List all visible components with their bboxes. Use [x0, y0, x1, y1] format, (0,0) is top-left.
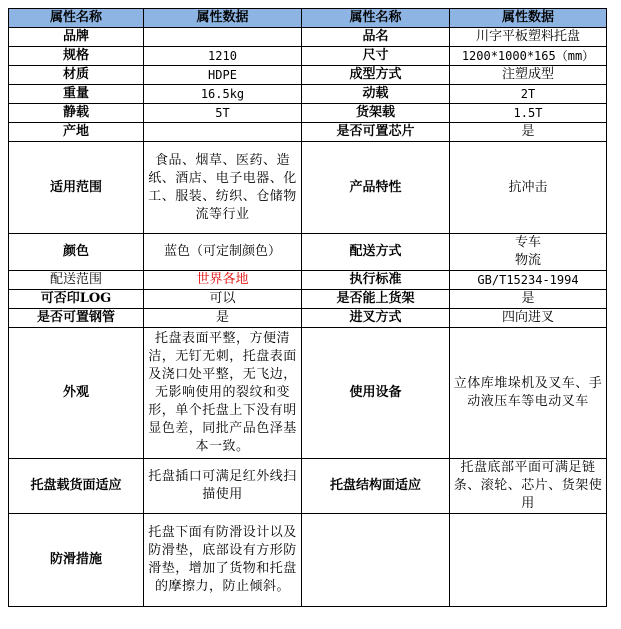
fork-entry-value: 四向进叉 — [450, 309, 607, 328]
static-load-value: 5T — [144, 104, 302, 123]
dynamic-load-label: 动载 — [302, 85, 450, 104]
appearance-value: 托盘表面平整，方便清洁，无钉无刺，托盘表面及浇口处平整，无飞边，无影响使用的裂纹和变形，单个托盘上下没有明显色差，同批产品色泽基本一致。 — [144, 328, 302, 459]
table-row — [9, 28, 607, 47]
product-name-label: 品名 — [302, 28, 450, 47]
spec-label: 规格 — [9, 47, 144, 66]
scope-label: 适用范围 — [9, 142, 144, 234]
empty-cell — [450, 514, 607, 607]
rack-use-value: 是 — [450, 290, 607, 309]
cargo-surface-label: 托盘载货面适应 — [9, 459, 144, 514]
header-attr-data-2: 属性数据 — [450, 9, 607, 28]
fork-entry-label: 进叉方式 — [302, 309, 450, 328]
delivery-method-line-1: 专车 — [514, 235, 541, 250]
forming-value: 注塑成型 — [450, 66, 607, 85]
table-row — [9, 309, 607, 328]
structure-surface-label: 托盘结构面适应 — [302, 459, 450, 514]
rack-load-value: 1.5T — [450, 104, 607, 123]
core-option-value: 是 — [450, 123, 607, 142]
table-row — [9, 290, 607, 309]
table-row — [9, 47, 607, 66]
table-row — [9, 123, 607, 142]
table-row — [9, 85, 607, 104]
standard-label: 执行标准 — [302, 271, 450, 290]
cargo-surface-value: 托盘插口可满足红外线扫描使用 — [144, 459, 302, 514]
size-value: 1200*1000*165（mm） — [450, 47, 607, 66]
rack-use-label: 是否能上货架 — [302, 290, 450, 309]
delivery-range-value: 世界各地 — [144, 271, 302, 290]
scope-value: 食品、烟草、医药、造纸、酒店、电子电器、化工、服装、纺织、仓储物流等行业 — [144, 142, 302, 234]
core-option-label: 是否可置芯片 — [302, 123, 450, 142]
static-load-label: 静载 — [9, 104, 144, 123]
standard-value: GB/T15234-1994 — [450, 271, 607, 290]
origin-value — [144, 123, 302, 142]
table-header-row — [9, 9, 607, 28]
material-value: HDPE — [144, 66, 302, 85]
antislip-label: 防滑措施 — [9, 514, 144, 607]
spec-table — [8, 8, 607, 607]
origin-label: 产地 — [9, 123, 144, 142]
logo-print-label: 可否印LOG — [9, 290, 144, 309]
delivery-method-label: 配送方式 — [302, 234, 450, 271]
table-row — [9, 514, 607, 607]
delivery-range-label: 配送范围 — [9, 271, 144, 290]
header-attr-data: 属性数据 — [144, 9, 302, 28]
brand-value — [144, 28, 302, 47]
weight-label: 重量 — [9, 85, 144, 104]
table-row — [9, 104, 607, 123]
table-row — [9, 271, 607, 290]
feature-value: 抗冲击 — [450, 142, 607, 234]
header-attr-name: 属性名称 — [9, 9, 144, 28]
product-name-value: 川字平板塑料托盘 — [450, 28, 607, 47]
table-row — [9, 234, 607, 271]
table-row — [9, 459, 607, 514]
equipment-value: 立体库堆垛机及叉车、手动液压车等电动叉车 — [450, 328, 607, 459]
table-row — [9, 142, 607, 234]
table-row — [9, 328, 607, 459]
antislip-value: 托盘下面有防滑设计以及防滑垫，底部设有方形防滑垫，增加了货物和托盘的摩擦力，防止倾斜。 — [144, 514, 302, 607]
empty-cell — [302, 514, 450, 607]
brand-label: 品牌 — [9, 28, 144, 47]
material-label: 材质 — [9, 66, 144, 85]
dynamic-load-value: 2T — [450, 85, 607, 104]
header-attr-name-2: 属性名称 — [302, 9, 450, 28]
logo-print-value: 可以 — [144, 290, 302, 309]
forming-label: 成型方式 — [302, 66, 450, 85]
weight-value: 16.5kg — [144, 85, 302, 104]
rack-load-label: 货架载 — [302, 104, 450, 123]
size-label: 尺寸 — [302, 47, 450, 66]
feature-label: 产品特性 — [302, 142, 450, 234]
structure-surface-value: 托盘底部平面可满足链条、滚轮、芯片、货架使用 — [450, 459, 607, 514]
steel-tube-value: 是 — [144, 309, 302, 328]
delivery-method-value — [450, 234, 607, 271]
spec-table-container — [8, 8, 607, 607]
table-row — [9, 66, 607, 85]
color-value: 蓝色（可定制颜色） — [144, 234, 302, 271]
appearance-label: 外观 — [9, 328, 144, 459]
delivery-method-line-2: 物流 — [514, 253, 541, 268]
color-label: 颜色 — [9, 234, 144, 271]
spec-value: 1210 — [144, 47, 302, 66]
steel-tube-label: 是否可置钢管 — [9, 309, 144, 328]
equipment-label: 使用设备 — [302, 328, 450, 459]
